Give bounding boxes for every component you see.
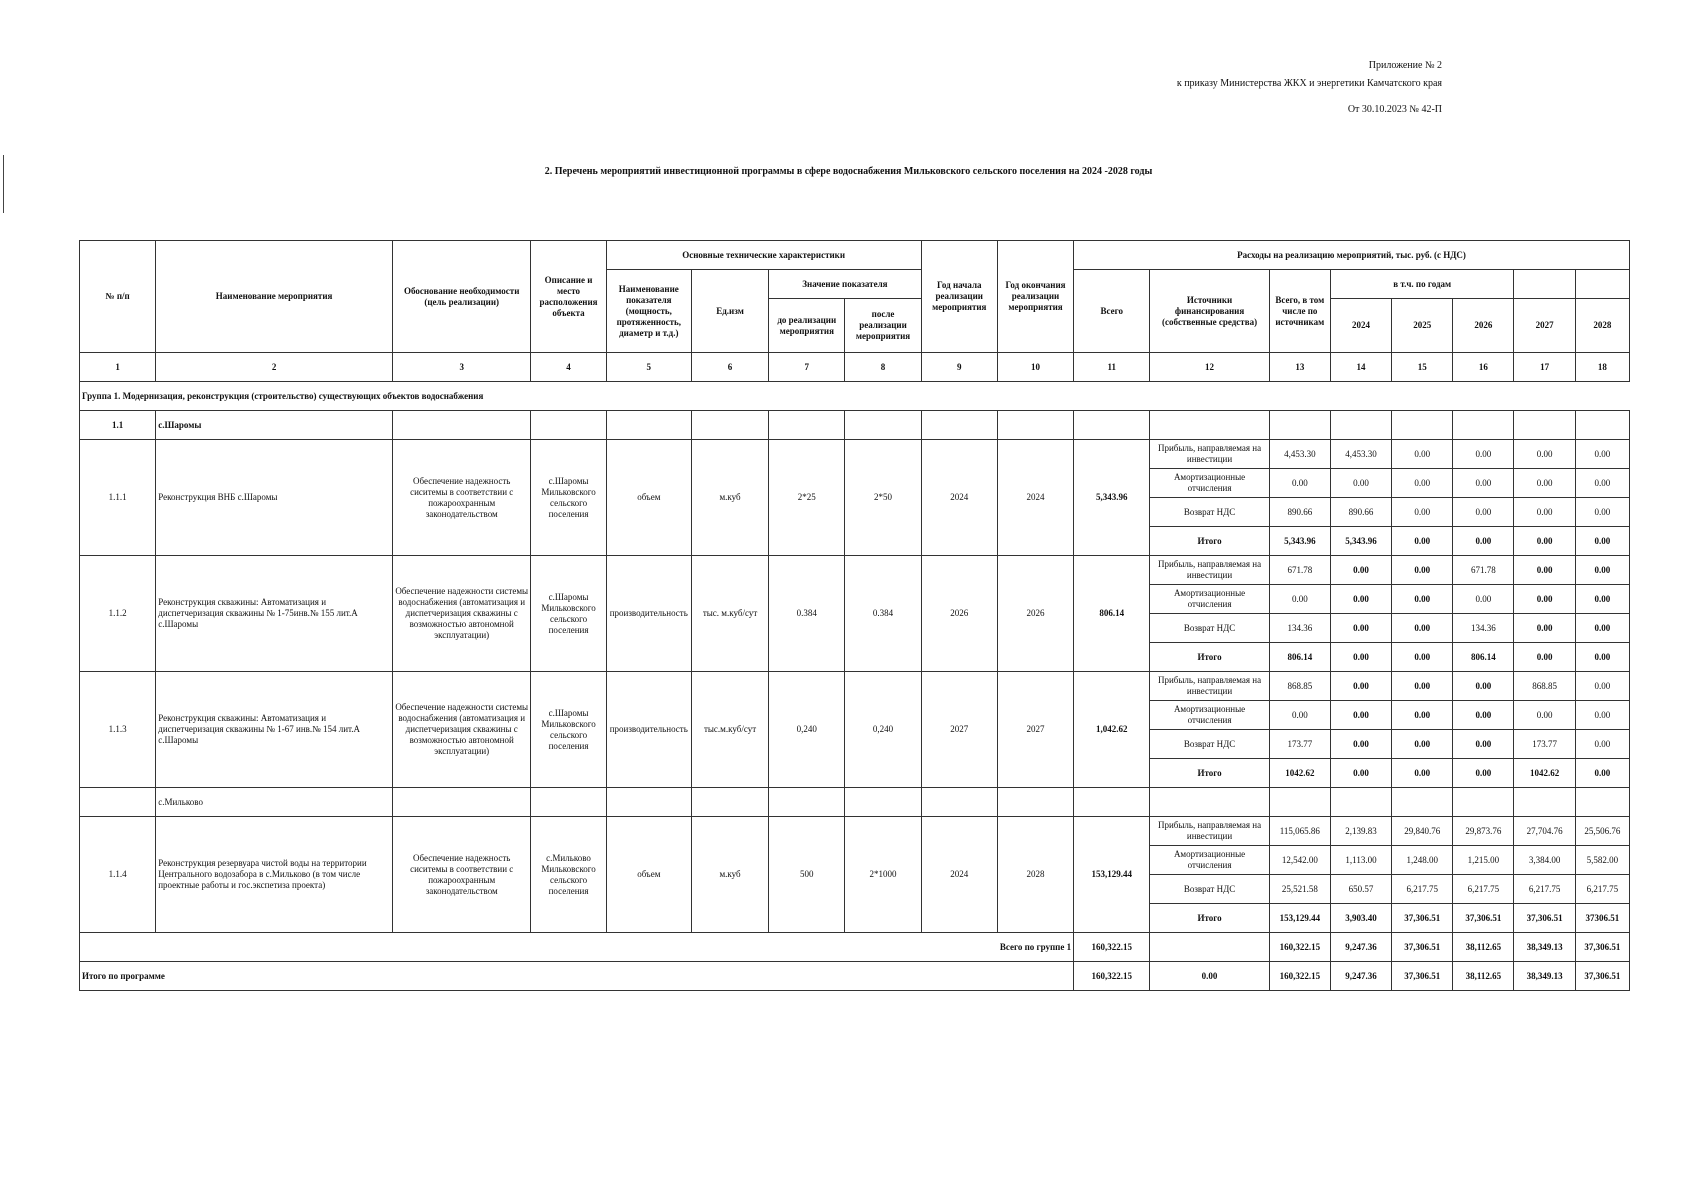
- amount-cell: 890.66: [1269, 498, 1330, 527]
- source-label: Амортизационные отчисления: [1150, 585, 1269, 614]
- empty-cell: [392, 411, 530, 440]
- row-name: Реконструкция ВНБ с.Шаромы: [156, 440, 393, 556]
- amount-cell: 0.00: [1453, 730, 1514, 759]
- header-reason: Обоснование необходимости (цель реализации): [392, 241, 530, 353]
- program-total-value: 160,322.15: [1269, 962, 1330, 991]
- amount-cell: 0.00: [1453, 440, 1514, 469]
- group-total-value: 38,112.65: [1453, 933, 1514, 962]
- column-number: 8: [845, 353, 921, 382]
- amount-cell: 6,217.75: [1392, 875, 1453, 904]
- header-year: 2027: [1514, 299, 1575, 353]
- header-location: Описание и место расположения объекта: [531, 241, 606, 353]
- amount-cell: 0.00: [1453, 527, 1514, 556]
- amount-cell: 0.00: [1453, 585, 1514, 614]
- column-number: 18: [1575, 353, 1629, 382]
- group-total-value: 9,247.36: [1330, 933, 1391, 962]
- header-unit: Ед.изм: [691, 270, 768, 353]
- empty-cell: [531, 411, 606, 440]
- source-label: Возврат НДС: [1150, 875, 1269, 904]
- subgroup-name: с.Мильково: [156, 788, 393, 817]
- column-number: 17: [1514, 353, 1575, 382]
- source-label: Итого: [1150, 527, 1269, 556]
- margin-line: [3, 155, 4, 213]
- empty-cell: [1269, 411, 1330, 440]
- program-total-sources: 0.00: [1150, 962, 1269, 991]
- amount-cell: 173.77: [1269, 730, 1330, 759]
- group-total-value: 37,306.51: [1575, 933, 1629, 962]
- source-label: Итого: [1150, 904, 1269, 933]
- amount-cell: 6,217.75: [1514, 875, 1575, 904]
- amount-cell: 0.00: [1453, 759, 1514, 788]
- row-before: 500: [769, 817, 845, 933]
- amount-cell: 0.00: [1392, 614, 1453, 643]
- amount-cell: 0.00: [1514, 643, 1575, 672]
- header-end: Год окончания реализации мероприятия: [997, 241, 1073, 353]
- row-reason: Обеспечение надежность сиситемы в соответствии с пожароохранным законодательством: [392, 817, 530, 933]
- amount-cell: 806.14: [1453, 643, 1514, 672]
- empty-cell: [691, 411, 768, 440]
- header-total-by-sources: Всего, в том числе по источникам: [1269, 270, 1330, 353]
- amount-cell: 0.00: [1514, 527, 1575, 556]
- table-row: [80, 672, 1630, 701]
- amount-cell: 0.00: [1330, 672, 1391, 701]
- amount-cell: 0.00: [1269, 469, 1330, 498]
- amount-cell: 37306.51: [1575, 904, 1629, 933]
- amount-cell: 890.66: [1330, 498, 1391, 527]
- amount-cell: 0.00: [1453, 672, 1514, 701]
- row-reason: Обеспечение надежность сиситемы в соответствии с пожароохранным законодательством: [392, 440, 530, 556]
- group-title: Группа 1. Модернизация, реконструкция (строительство) существующих объектов водоснабжения: [80, 382, 1630, 411]
- amount-cell: 1,248.00: [1392, 846, 1453, 875]
- empty-cell: [80, 788, 156, 817]
- row-indicator: производительность: [606, 672, 691, 788]
- row-end: 2026: [997, 556, 1073, 672]
- amount-cell: 115,065.86: [1269, 817, 1330, 846]
- amount-cell: 6,217.75: [1453, 875, 1514, 904]
- row-reason: Обеспечение надежности системы водоснабжения (автоматизация и диспетчеризация скважины с возможностью автономной эксплуатации): [392, 556, 530, 672]
- source-label: Возврат НДС: [1150, 614, 1269, 643]
- amount-cell: 2,139.83: [1330, 817, 1391, 846]
- header-year: 2024: [1330, 299, 1391, 353]
- row-before: 0.384: [769, 556, 845, 672]
- empty-cell: [691, 788, 768, 817]
- empty-cell: [392, 788, 530, 817]
- amount-cell: 0.00: [1392, 556, 1453, 585]
- amount-cell: 25,521.58: [1269, 875, 1330, 904]
- row-after: 0,240: [845, 672, 921, 788]
- subgroup-row: [80, 788, 1630, 817]
- group-total-row: [80, 933, 1630, 962]
- amount-cell: 1,113.00: [1330, 846, 1391, 875]
- amount-cell: 0.00: [1575, 527, 1629, 556]
- amount-cell: 0.00: [1575, 614, 1629, 643]
- amount-cell: 0.00: [1392, 440, 1453, 469]
- row-before: 0,240: [769, 672, 845, 788]
- row-num: 1.1.2: [80, 556, 156, 672]
- amount-cell: 0.00: [1453, 701, 1514, 730]
- group-total-label: Всего по группе 1: [80, 933, 1074, 962]
- program-total-value: 9,247.36: [1330, 962, 1391, 991]
- empty-cell: [921, 411, 997, 440]
- empty-cell: [1150, 788, 1269, 817]
- column-number: 2: [156, 353, 393, 382]
- subgroup-num: 1.1: [80, 411, 156, 440]
- row-location: с.Шаромы Мильковского сельского поселения: [531, 556, 606, 672]
- header-by-years: в т.ч. по годам: [1330, 270, 1514, 299]
- amount-cell: 0.00: [1514, 440, 1575, 469]
- empty-cell: [769, 788, 845, 817]
- amount-cell: 0.00: [1392, 527, 1453, 556]
- amount-cell: 0.00: [1514, 585, 1575, 614]
- amount-cell: 0.00: [1269, 701, 1330, 730]
- column-number: 11: [1074, 353, 1150, 382]
- amount-cell: 4,453.30: [1269, 440, 1330, 469]
- column-number: 12: [1150, 353, 1269, 382]
- row-end: 2028: [997, 817, 1073, 933]
- document-title: 2. Перечень мероприятий инвестиционной программы в сфере водоснабжения Мильковского сельского поселения на 2024 -2028 годы: [544, 166, 1153, 177]
- column-number: 3: [392, 353, 530, 382]
- empty-cell: [1074, 788, 1150, 817]
- row-indicator: объем: [606, 817, 691, 933]
- row-start: 2026: [921, 556, 997, 672]
- empty-cell: [921, 788, 997, 817]
- header-year: 2026: [1453, 299, 1514, 353]
- amount-cell: 27,704.76: [1514, 817, 1575, 846]
- appendix-number: Приложение № 2: [1368, 60, 1442, 71]
- table-row: [80, 556, 1630, 585]
- amount-cell: 5,343.96: [1330, 527, 1391, 556]
- amount-cell: 0.00: [1392, 701, 1453, 730]
- amount-cell: 671.78: [1269, 556, 1330, 585]
- header-after: после реализации мероприятия: [845, 299, 921, 353]
- empty-cell: [997, 411, 1073, 440]
- column-number: 4: [531, 353, 606, 382]
- column-number: 7: [769, 353, 845, 382]
- header-sources: Источники финансирования (собственные средства): [1150, 270, 1269, 353]
- row-after: 0.384: [845, 556, 921, 672]
- amount-cell: 0.00: [1575, 701, 1629, 730]
- amount-cell: 0.00: [1392, 759, 1453, 788]
- group-total-value: 160,322.15: [1269, 933, 1330, 962]
- amount-cell: 0.00: [1392, 730, 1453, 759]
- column-number: 10: [997, 353, 1073, 382]
- row-end: 2027: [997, 672, 1073, 788]
- header-start: Год начала реализации мероприятия: [921, 241, 997, 353]
- row-indicator: объем: [606, 440, 691, 556]
- empty-cell: [769, 411, 845, 440]
- group-total-value: 38,349.13: [1514, 933, 1575, 962]
- order-date: От 30.10.2023 № 42-П: [1347, 104, 1442, 115]
- amount-cell: 0.00: [1330, 643, 1391, 672]
- amount-cell: 12,542.00: [1269, 846, 1330, 875]
- empty-cell: [606, 411, 691, 440]
- empty-cell: [1392, 411, 1453, 440]
- empty-cell: [1575, 788, 1629, 817]
- column-number: 9: [921, 353, 997, 382]
- amount-cell: 5,343.96: [1269, 527, 1330, 556]
- amount-cell: 3,903.40: [1330, 904, 1391, 933]
- row-reason: Обеспечение надежности системы водоснабжения (автоматизация и диспетчеризация скважины с возможностью автономной эксплуатации): [392, 672, 530, 788]
- amount-cell: 0.00: [1575, 759, 1629, 788]
- row-name: Реконструкция резервуара чистой воды на территории Центрального водозабора в с.Мильково (в том числе проектные работы и гос.экспетиза проекта): [156, 817, 393, 933]
- amount-cell: 134.36: [1453, 614, 1514, 643]
- amount-cell: 0.00: [1330, 759, 1391, 788]
- source-label: Итого: [1150, 643, 1269, 672]
- header-year: 2025: [1392, 299, 1453, 353]
- amount-cell: 0.00: [1575, 556, 1629, 585]
- amount-cell: 0.00: [1575, 469, 1629, 498]
- source-label: Амортизационные отчисления: [1150, 701, 1269, 730]
- amount-cell: 0.00: [1392, 672, 1453, 701]
- header-blank: [1575, 270, 1629, 299]
- row-name: Реконструкция скважины: Автоматизация и диспетчеризация скважины № 1-75инв.№ 155 лит.А с.Шаромы: [156, 556, 393, 672]
- header-year: 2028: [1575, 299, 1629, 353]
- amount-cell: 0.00: [1575, 498, 1629, 527]
- amount-cell: 0.00: [1330, 585, 1391, 614]
- row-location: с.Шаромы Мильковского сельского поселения: [531, 672, 606, 788]
- source-label: Прибыль, направляемая на инвестиции: [1150, 556, 1269, 585]
- amount-cell: 0.00: [1392, 498, 1453, 527]
- header-before: до реализации мероприятия: [769, 299, 845, 353]
- amount-cell: 0.00: [1514, 498, 1575, 527]
- empty-cell: [1514, 788, 1575, 817]
- empty-cell: [1330, 788, 1391, 817]
- amount-cell: 0.00: [1514, 556, 1575, 585]
- amount-cell: 37,306.51: [1453, 904, 1514, 933]
- row-after: 2*50: [845, 440, 921, 556]
- row-indicator: производительность: [606, 556, 691, 672]
- program-total-value: 38,112.65: [1453, 962, 1514, 991]
- amount-cell: 868.85: [1514, 672, 1575, 701]
- amount-cell: 0.00: [1575, 672, 1629, 701]
- source-label: Возврат НДС: [1150, 498, 1269, 527]
- empty-cell: [1074, 411, 1150, 440]
- amount-cell: 0.00: [1392, 469, 1453, 498]
- row-num: 1.1.4: [80, 817, 156, 933]
- amount-cell: 0.00: [1330, 730, 1391, 759]
- row-total: 1,042.62: [1074, 672, 1150, 788]
- program-total-value: 37,306.51: [1575, 962, 1629, 991]
- group-total-value: 37,306.51: [1392, 933, 1453, 962]
- order-reference: к приказу Министерства ЖКХ и энергетики Камчатского края: [1176, 78, 1442, 89]
- program-total-value: 37,306.51: [1392, 962, 1453, 991]
- amount-cell: 0.00: [1330, 614, 1391, 643]
- program-total-sum: 160,322.15: [1074, 962, 1150, 991]
- row-unit: тыс. м.куб/сут: [691, 556, 768, 672]
- header-tech: Основные технические характеристики: [606, 241, 921, 270]
- amount-cell: 1,215.00: [1453, 846, 1514, 875]
- row-start: 2024: [921, 817, 997, 933]
- table-row: [80, 440, 1630, 469]
- amount-cell: 3,384.00: [1514, 846, 1575, 875]
- row-name: Реконструкция скважины: Автоматизация и диспетчеризация скважины № 1-67 инв.№ 154 лит.А с.Шаромы: [156, 672, 393, 788]
- program-total-value: 38,349.13: [1514, 962, 1575, 991]
- amount-cell: 0.00: [1269, 585, 1330, 614]
- row-location: с.Шаромы Мильковского сельского поселения: [531, 440, 606, 556]
- amount-cell: 0.00: [1453, 498, 1514, 527]
- empty-cell: [845, 411, 921, 440]
- amount-cell: 0.00: [1514, 614, 1575, 643]
- amount-cell: 0.00: [1514, 701, 1575, 730]
- empty-cell: [1269, 788, 1330, 817]
- header-name: Наименование мероприятия: [156, 241, 393, 353]
- group-total-sum: 160,322.15: [1074, 933, 1150, 962]
- header-value: Значение показателя: [769, 270, 921, 299]
- amount-cell: 0.00: [1453, 469, 1514, 498]
- amount-cell: 0.00: [1575, 643, 1629, 672]
- row-total: 153,129.44: [1074, 817, 1150, 933]
- column-number: 15: [1392, 353, 1453, 382]
- source-label: Прибыль, направляемая на инвестиции: [1150, 817, 1269, 846]
- amount-cell: 6,217.75: [1575, 875, 1629, 904]
- investment-table: [79, 240, 1630, 991]
- column-number: 5: [606, 353, 691, 382]
- source-label: Прибыль, направляемая на инвестиции: [1150, 672, 1269, 701]
- amount-cell: 1042.62: [1514, 759, 1575, 788]
- header-num: № п/п: [80, 241, 156, 353]
- source-label: Амортизационные отчисления: [1150, 846, 1269, 875]
- empty-cell: [1150, 411, 1269, 440]
- amount-cell: 0.00: [1575, 440, 1629, 469]
- row-end: 2024: [997, 440, 1073, 556]
- source-label: Амортизационные отчисления: [1150, 469, 1269, 498]
- source-label: Прибыль, направляемая на инвестиции: [1150, 440, 1269, 469]
- empty-cell: [1150, 933, 1269, 962]
- amount-cell: 0.00: [1514, 469, 1575, 498]
- amount-cell: 0.00: [1330, 556, 1391, 585]
- amount-cell: 671.78: [1453, 556, 1514, 585]
- row-total: 806.14: [1074, 556, 1150, 672]
- header-indicator: Наименование показателя (мощность, протяженность, диаметр и т.д.): [606, 270, 691, 353]
- header-total: Всего: [1074, 270, 1150, 353]
- amount-cell: 153,129.44: [1269, 904, 1330, 933]
- amount-cell: 0.00: [1575, 585, 1629, 614]
- empty-cell: [531, 788, 606, 817]
- amount-cell: 37,306.51: [1392, 904, 1453, 933]
- amount-cell: 0.00: [1575, 730, 1629, 759]
- row-unit: м.куб: [691, 817, 768, 933]
- header-expenses: Расходы на реализацию мероприятий, тыс. руб. (с НДС): [1074, 241, 1630, 270]
- header-blank: [1514, 270, 1575, 299]
- amount-cell: 1042.62: [1269, 759, 1330, 788]
- amount-cell: 0.00: [1392, 643, 1453, 672]
- column-number: 1: [80, 353, 156, 382]
- amount-cell: 37,306.51: [1514, 904, 1575, 933]
- empty-cell: [1453, 788, 1514, 817]
- program-total-label: Итого по программе: [80, 962, 1074, 991]
- column-number: 16: [1453, 353, 1514, 382]
- column-number: 13: [1269, 353, 1330, 382]
- empty-cell: [1330, 411, 1391, 440]
- row-location: с.Мильково Мильковского сельского поселения: [531, 817, 606, 933]
- column-number: 6: [691, 353, 768, 382]
- empty-cell: [997, 788, 1073, 817]
- row-start: 2027: [921, 672, 997, 788]
- column-number: 14: [1330, 353, 1391, 382]
- row-unit: м.куб: [691, 440, 768, 556]
- subgroup-name: с.Шаромы: [156, 411, 393, 440]
- row-num: 1.1.1: [80, 440, 156, 556]
- table-row: [80, 817, 1630, 846]
- empty-cell: [1392, 788, 1453, 817]
- amount-cell: 806.14: [1269, 643, 1330, 672]
- empty-cell: [606, 788, 691, 817]
- amount-cell: 29,873.76: [1453, 817, 1514, 846]
- row-num: 1.1.3: [80, 672, 156, 788]
- amount-cell: 134.36: [1269, 614, 1330, 643]
- amount-cell: 173.77: [1514, 730, 1575, 759]
- amount-cell: 868.85: [1269, 672, 1330, 701]
- row-start: 2024: [921, 440, 997, 556]
- source-label: Возврат НДС: [1150, 730, 1269, 759]
- amount-cell: 5,582.00: [1575, 846, 1629, 875]
- row-before: 2*25: [769, 440, 845, 556]
- empty-cell: [1453, 411, 1514, 440]
- amount-cell: 650.57: [1330, 875, 1391, 904]
- empty-cell: [1514, 411, 1575, 440]
- source-label: Итого: [1150, 759, 1269, 788]
- empty-cell: [845, 788, 921, 817]
- row-unit: тыс.м.куб/сут: [691, 672, 768, 788]
- amount-cell: 25,506.76: [1575, 817, 1629, 846]
- row-after: 2*1000: [845, 817, 921, 933]
- amount-cell: 0.00: [1392, 585, 1453, 614]
- empty-cell: [1575, 411, 1629, 440]
- row-total: 5,343.96: [1074, 440, 1150, 556]
- amount-cell: 29,840.76: [1392, 817, 1453, 846]
- amount-cell: 4,453.30: [1330, 440, 1391, 469]
- amount-cell: 0.00: [1330, 701, 1391, 730]
- program-total-row: [80, 962, 1630, 991]
- amount-cell: 0.00: [1330, 469, 1391, 498]
